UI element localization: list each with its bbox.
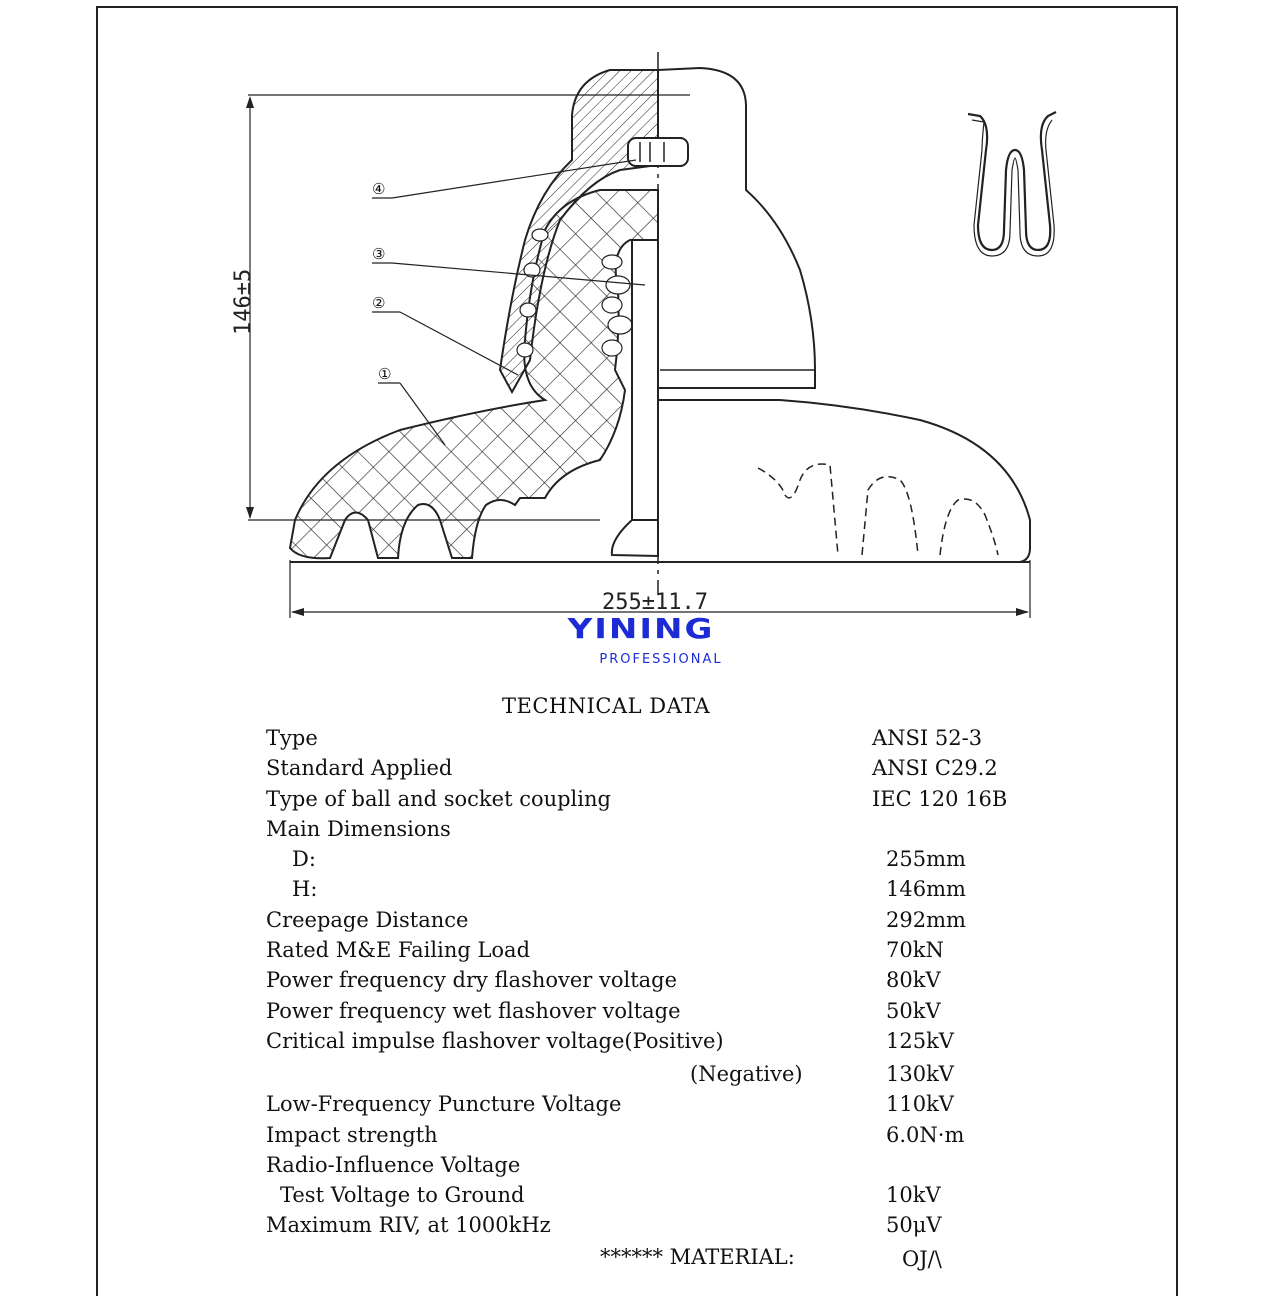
spec-row-impulse-positive [266,1029,1066,1062]
height-dimension: 146±5 [231,268,256,335]
spec-value: 80kV [886,968,941,993]
callout-1: ① [378,365,392,383]
callout-2: ② [372,294,386,312]
spec-label: Power frequency dry flashover voltage [266,968,678,993]
spec-row-radio-influence [266,1153,1066,1183]
spec-value: 110kV [886,1092,954,1117]
spec-label: Impact strength [266,1122,438,1147]
cap-outline-right [658,68,815,388]
spec-row-dry-flashover [266,968,1066,998]
spec-label: Maximum RIV, at 1000kHz [266,1213,551,1238]
porcelain-section [290,190,658,558]
spec-label: Radio-Influence Voltage [266,1152,521,1177]
callout-4: ④ [372,180,386,198]
spec-label: Type [266,726,318,750]
material-value: OJ/\ [902,1247,942,1271]
spec-label: Critical impulse flashover voltage(Positive) [266,1028,724,1053]
spec-value: 125kV [886,1028,954,1053]
spec-label: H: [292,877,318,902]
spec-row-main-dimensions [266,817,1066,847]
spec-value: 146mm [886,877,966,902]
material-label: ****** MATERIAL: [600,1245,795,1269]
diameter-dimension: 255±11.7 [602,590,708,615]
shed-outline-right [658,400,1030,562]
technical-data-title: TECHNICAL DATA [502,694,711,718]
spec-row-coupling [266,787,1066,817]
spec-row-standard [266,756,1066,786]
spec-label: Low-Frequency Puncture Voltage [266,1092,622,1117]
spec-value: 70kN [886,938,944,963]
spec-row-failing-load [266,938,1066,968]
spec-row-puncture [266,1092,1066,1122]
spec-label: Power frequency wet flashover voltage [266,998,681,1023]
spec-label: Test Voltage to Ground [280,1183,525,1208]
spec-label: Rated M&E Failing Load [266,938,531,963]
brand-tagline: PROFESSIONAL [599,652,723,667]
spec-row-wet-flashover [266,999,1066,1029]
callout-3: ③ [372,245,386,263]
spec-row-test-voltage [266,1183,1066,1213]
spec-row-impulse-negative [266,1062,1066,1092]
spec-label: Type of ball and socket coupling [266,786,611,811]
spec-row-impact [266,1123,1066,1153]
spec-value: 292mm [886,907,966,932]
spec-row-d [266,847,1066,877]
spec-label: (Negative) [690,1061,803,1086]
spec-value: ANSI 52-3 [872,726,983,750]
brand-name: YINING [567,613,715,645]
spec-row-creepage [266,908,1066,938]
spec-label: Main Dimensions [266,816,451,841]
technical-data-table [266,726,1066,1244]
rib-dashed [862,477,918,555]
spec-label: D: [292,847,316,872]
rib-dashed [940,499,998,555]
spec-value: IEC 120 16B [872,786,1008,811]
pin-base [612,520,658,556]
rib-dashed [758,464,838,555]
spec-label: Creepage Distance [266,907,469,932]
spec-value: 50kV [886,998,941,1023]
socket-slot [628,138,688,166]
spec-value: 50μV [886,1213,942,1238]
spec-value: 130kV [886,1061,954,1086]
spec-row-max-riv [266,1213,1066,1243]
brand-logo [536,612,746,667]
spec-value: 6.0N·m [886,1122,965,1147]
spec-value: 10kV [886,1183,941,1208]
spec-value: ANSI C29.2 [872,756,998,781]
spec-row-h [266,877,1066,907]
spec-row-type [266,726,1066,756]
spec-value: 255mm [886,847,966,872]
spec-label: Standard Applied [266,756,453,781]
